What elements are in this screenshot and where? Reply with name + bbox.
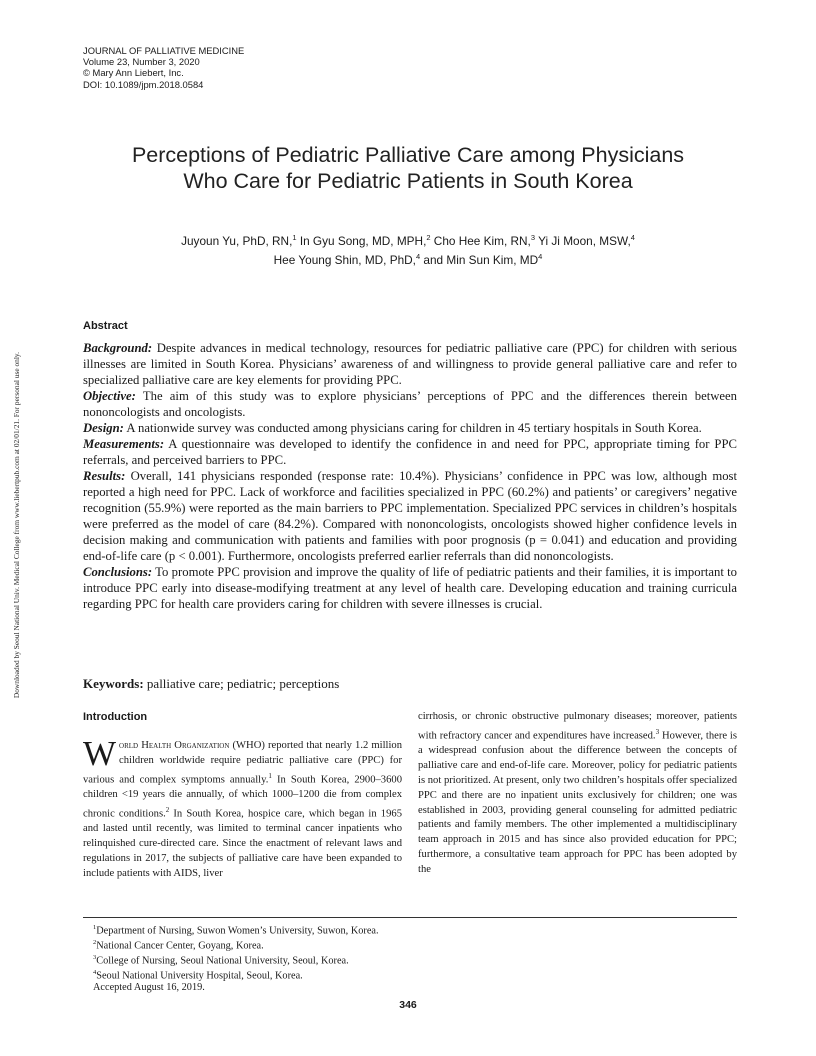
author-line-2	[60, 249, 756, 268]
affiliations	[93, 922, 379, 994]
author-name: Hee Young Shin, MD, PhD,	[273, 252, 416, 267]
author-name: In Gyu Song, MD, MPH,	[299, 233, 427, 248]
journal-copyright: © Mary Ann Liebert, Inc.	[83, 67, 184, 79]
article-title	[60, 142, 756, 194]
journal-name: JOURNAL OF PALLIATIVE MEDICINE	[83, 45, 245, 56]
abstract-text: Despite advances in medical technology, resources for pediatric palliative care (PPC) for children with serious illnesses are limited in South Korea. Physicians’ awareness of and willingness to provide general palliative care and refer to specialized palliative care are key elements for providing PPC.	[83, 341, 737, 387]
citation-mark: 3	[655, 727, 660, 736]
drop-cap: W	[83, 734, 117, 773]
citation-mark: 2	[165, 805, 170, 814]
citation-mark: 1	[268, 771, 272, 780]
intro-lead-small-caps: orld Health Organization	[119, 740, 230, 751]
author-affiliation-mark: 4	[415, 251, 421, 261]
abstract-text: A questionnaire was developed to identify the confidence in and need for PPC, appropriate timing for PPC referrals, and perceived barriers to PPC.	[83, 437, 737, 467]
abstract-results	[83, 468, 737, 564]
abstract-text: To promote PPC provision and improve the quality of life of pediatric patients and their families, it is important to introduce PPC early into disease-modifying treatment at any level of health care. Developing education and training curricula regarding PPC for health care providers caring for children with severe illnesses is crucial.	[83, 565, 737, 611]
abstract-text: The aim of this study was to explore physicians’ perceptions of PPC and the differences therein between nononcologists and oncologists.	[83, 389, 737, 419]
abstract-label: Design:	[83, 421, 124, 435]
abstract-body	[83, 340, 737, 612]
author-name: Juyoun Yu, PhD, RN,	[181, 233, 293, 248]
abstract-measurements	[83, 436, 737, 468]
author-affiliation-mark: 4	[630, 233, 635, 242]
abstract-label: Background:	[83, 341, 153, 355]
author-affiliation-mark: 3	[530, 233, 535, 242]
author-affiliation-mark: 2	[426, 233, 431, 242]
page-number: 346	[399, 999, 417, 1011]
keywords-text: palliative care; pediatric; perceptions	[146, 676, 340, 691]
author-name: and Min Sun Kim, MD	[423, 252, 539, 267]
author-line-1	[60, 230, 756, 249]
footnote-divider	[83, 917, 737, 918]
title-line-2: Who Care for Pediatric Patients in South Korea	[183, 169, 633, 193]
affiliation-item: $^2$National Cancer Center, Goyang, Korea.	[93, 939, 264, 952]
introduction-heading: Introduction	[83, 711, 148, 723]
affiliation-item: $^3$College of Nursing, Seoul National University, Seoul, Korea.	[93, 954, 349, 967]
abstract-design	[83, 420, 737, 436]
abstract-label: Measurements:	[83, 437, 165, 451]
author-name: Yi Ji Moon, MSW,	[538, 233, 631, 248]
abstract-label: Results:	[83, 469, 126, 483]
abstract-text: A nationwide survey was conducted among physicians caring for children in 45 tertiary hospitals in South Korea.	[126, 421, 702, 435]
abstract-objective	[83, 388, 737, 420]
author-affiliation-mark: 4	[538, 251, 543, 261]
keywords-label: Keywords:	[83, 676, 144, 691]
affiliation-item: $^4$Seoul National University Hospital, Seoul, Korea.	[93, 969, 303, 982]
introduction-column-right	[418, 710, 737, 878]
introduction-column-left	[83, 734, 402, 882]
keywords	[83, 676, 339, 692]
download-notice	[8, 300, 24, 750]
author-name: Cho Hee Kim, RN,	[433, 233, 531, 248]
download-notice-text: Downloaded by Seoul National Univ. Medical College from www.liebertpub.com at 02/01/21. For personal use only.	[11, 351, 21, 699]
introduction-paragraph: World Health Organization (WHO) reported that nearly 1.2 million children worldwide require pediatric palliative care (PPC) for various and complex symptoms annually.$^1$ In South Korea, 2900–3600 children <19 years die annually, of which 1000–1200 die from complex chronic conditions.$^2$ In South Korea, hospice care, which began in 1965 and lasted until recently, was limited to terminal cancer inpatients who relinquished cure-directed care. Since the enactment of relevant laws and regulations in 2017, the subjects of palliative care have been expanded to include patients with AIDS, liver	[83, 734, 402, 879]
journal-doi[interactable]: DOI: 10.1089/jpm.2018.0584	[83, 78, 204, 90]
author-list	[60, 230, 756, 268]
affiliation-item: $^1$Department of Nursing, Suwon Women’s University, Suwon, Korea.	[93, 924, 379, 937]
journal-info	[83, 45, 244, 90]
abstract-background	[83, 340, 737, 388]
abstract-heading: Abstract	[83, 320, 128, 332]
abstract-conclusions	[83, 564, 737, 612]
author-affiliation-mark: 1	[292, 233, 297, 242]
journal-volume: Volume 23, Number 3, 2020	[83, 56, 200, 68]
abstract-label: Conclusions:	[83, 565, 153, 579]
abstract-label: Objective:	[83, 389, 136, 403]
introduction-paragraph: cirrhosis, or chronic obstructive pulmonary diseases; moreover, patients with refractory cancer and expenditures have increased.$^3$ However, there is a widespread confusion about the difference between the concepts of palliative care and end-of-life care. Moreover, policy for pediatric patients is not prioritized. At present, only two children’s hospitals offer specialized PPC and there are no inpatient units exclusively for children; one was established in 2003, providing general counseling for admitted pediatric patients and family members. The other implemented a multidisciplinary team approach in 2015 and has since also provided education for PPC; furthermore, a consultative team approach for PPC has been adopted by the	[418, 711, 737, 875]
accepted-date: Accepted August 16, 2019.	[93, 982, 205, 994]
title-line-1: Perceptions of Pediatric Palliative Care among Physicians	[131, 143, 685, 167]
abstract-text: Overall, 141 physicians responded (response rate: 10.4%). Physicians’ confidence in PPC was low, although most reported a high need for PPC. Lack of workforce and facilities specialized in PPC (60.2%) and patients’ or caregivers’ negative recognition (55.9%) were reported as the main barriers to PPC implementation. Specialized PPC services in children’s hospitals were preferred as the model of care (84.2%). Compared with nononcologists, oncologists showed higher confidence levels in decision making and communication with patients and families with poor prognosis (p = 0.041) and education and providing end-of-life care (p < 0.001). Furthermore, oncologists preferred earlier referrals than did nononcologists.	[83, 469, 738, 563]
